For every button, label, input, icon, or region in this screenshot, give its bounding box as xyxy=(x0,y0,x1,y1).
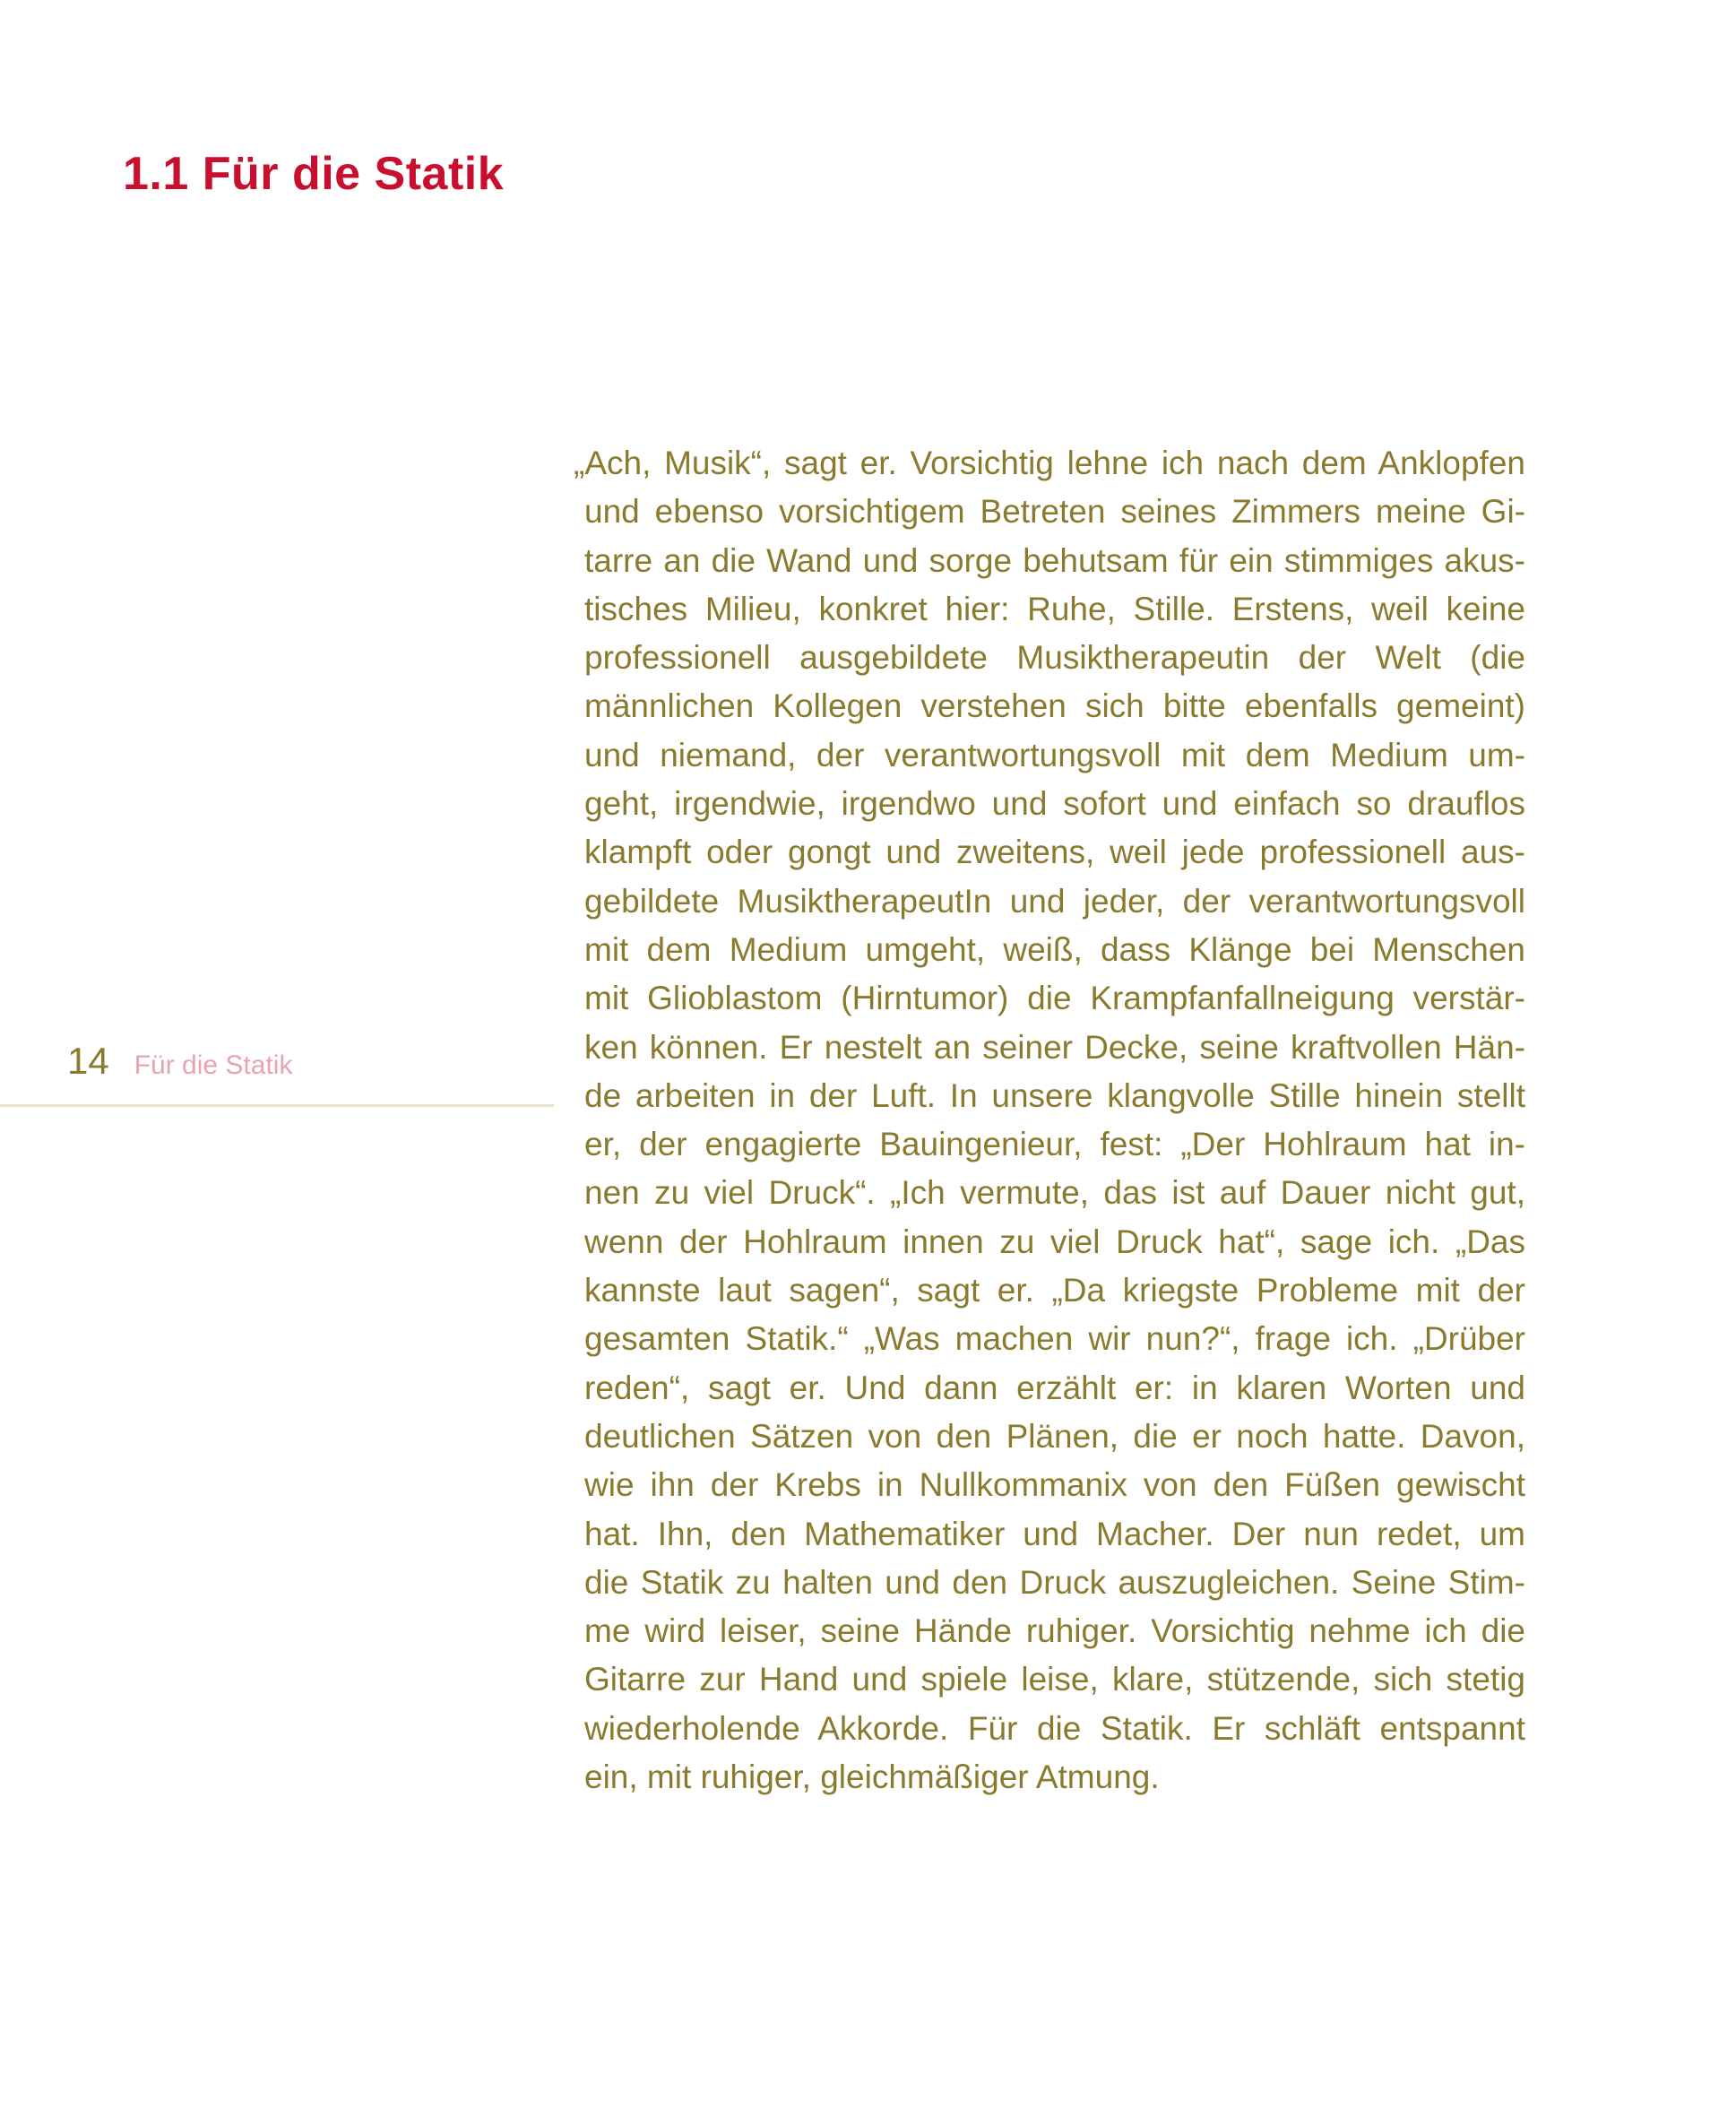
body-line: „Ach, Musik“, sagt er. Vorsichtig lehne ich nach dem Anklopfen xyxy=(574,445,1525,481)
body-line: hat. Ihn, den Mathematiker und Macher. Der nun redet, um xyxy=(584,1515,1525,1552)
body-line: de arbeiten in der Luft. In unsere klangvolle Stille hinein stellt xyxy=(584,1076,1525,1114)
body-line: gebildete MusiktherapeutIn und jeder, der verantwortungsvoll xyxy=(584,882,1525,920)
page-footer xyxy=(67,1040,292,1083)
body-line: geht, irgendwie, irgendwo und sofort und einfach so drauflos xyxy=(584,785,1525,823)
body-line: nen zu viel Druck“. „Ich vermute, das ist auf Dauer nicht gut, xyxy=(584,1174,1525,1212)
page-number: 14 xyxy=(67,1040,109,1082)
body-text xyxy=(574,439,1525,1802)
body-line: gesamten Statik.“ „Was machen wir nun?“, frage ich. „Drüber xyxy=(584,1320,1525,1358)
body-line: ein, mit ruhiger, gleichmäßiger Atmung. xyxy=(584,1758,1160,1796)
body-line: me wird leiser, seine Hände ruhiger. Vorsichtig nehme ich die xyxy=(584,1612,1525,1650)
body-line: er, der engagierte Bauingenieur, fest: „Der Hohlraum hat in- xyxy=(584,1126,1525,1163)
section-heading: 1.1 Für die Statik xyxy=(123,148,505,200)
running-head: Für die Statik xyxy=(134,1050,293,1080)
body-line: wie ihn der Krebs in Nullkommanix von den Füßen gewischt xyxy=(584,1466,1525,1504)
body-line: tarre an die Wand und sorge behutsam für ein stimmiges akus- xyxy=(584,541,1525,579)
body-line: Gitarre zur Hand und spiele leise, klare, stützende, sich stetig xyxy=(584,1661,1525,1698)
body-line: und ebenso vorsichtigem Betreten seines Zimmers meine Gi- xyxy=(584,493,1525,531)
footer-rule xyxy=(0,1104,554,1107)
body-line: und niemand, der verantwortungsvoll mit dem Medium um- xyxy=(584,736,1525,773)
body-line: kannste laut sagen“, sagt er. „Da kriegste Probleme mit der xyxy=(584,1272,1525,1309)
body-line: mit Glioblastom (Hirntumor) die Krampfanfallneigung verstär- xyxy=(584,980,1525,1017)
body-line: wenn der Hohlraum innen zu viel Druck hat“, sage ich. „Das xyxy=(584,1223,1525,1260)
body-line: mit dem Medium umgeht, weiß, dass Klänge bei Menschen xyxy=(584,930,1525,968)
body-line: wiederholende Akkorde. Für die Statik. Er schläft entspannt xyxy=(584,1709,1525,1747)
body-line: männlichen Kollegen verstehen sich bitte ebenfalls gemeint) xyxy=(584,687,1525,725)
body-line: ken können. Er nestelt an seiner Decke, seine kraftvollen Hän- xyxy=(584,1028,1525,1066)
body-line: deutlichen Sätzen von den Plänen, die er noch hatte. Davon, xyxy=(584,1417,1525,1455)
body-line: professionell ausgebildete Musiktherapeutin der Welt (die xyxy=(584,639,1525,677)
body-line: die Statik zu halten und den Druck auszugleichen. Seine Stim- xyxy=(584,1563,1525,1601)
body-line: reden“, sagt er. Und dann erzählt er: in klaren Worten und xyxy=(584,1369,1525,1406)
body-line: tisches Milieu, konkret hier: Ruhe, Stille. Erstens, weil keine xyxy=(584,590,1525,627)
body-line: klampft oder gongt und zweitens, weil jede professionell aus- xyxy=(584,834,1525,871)
